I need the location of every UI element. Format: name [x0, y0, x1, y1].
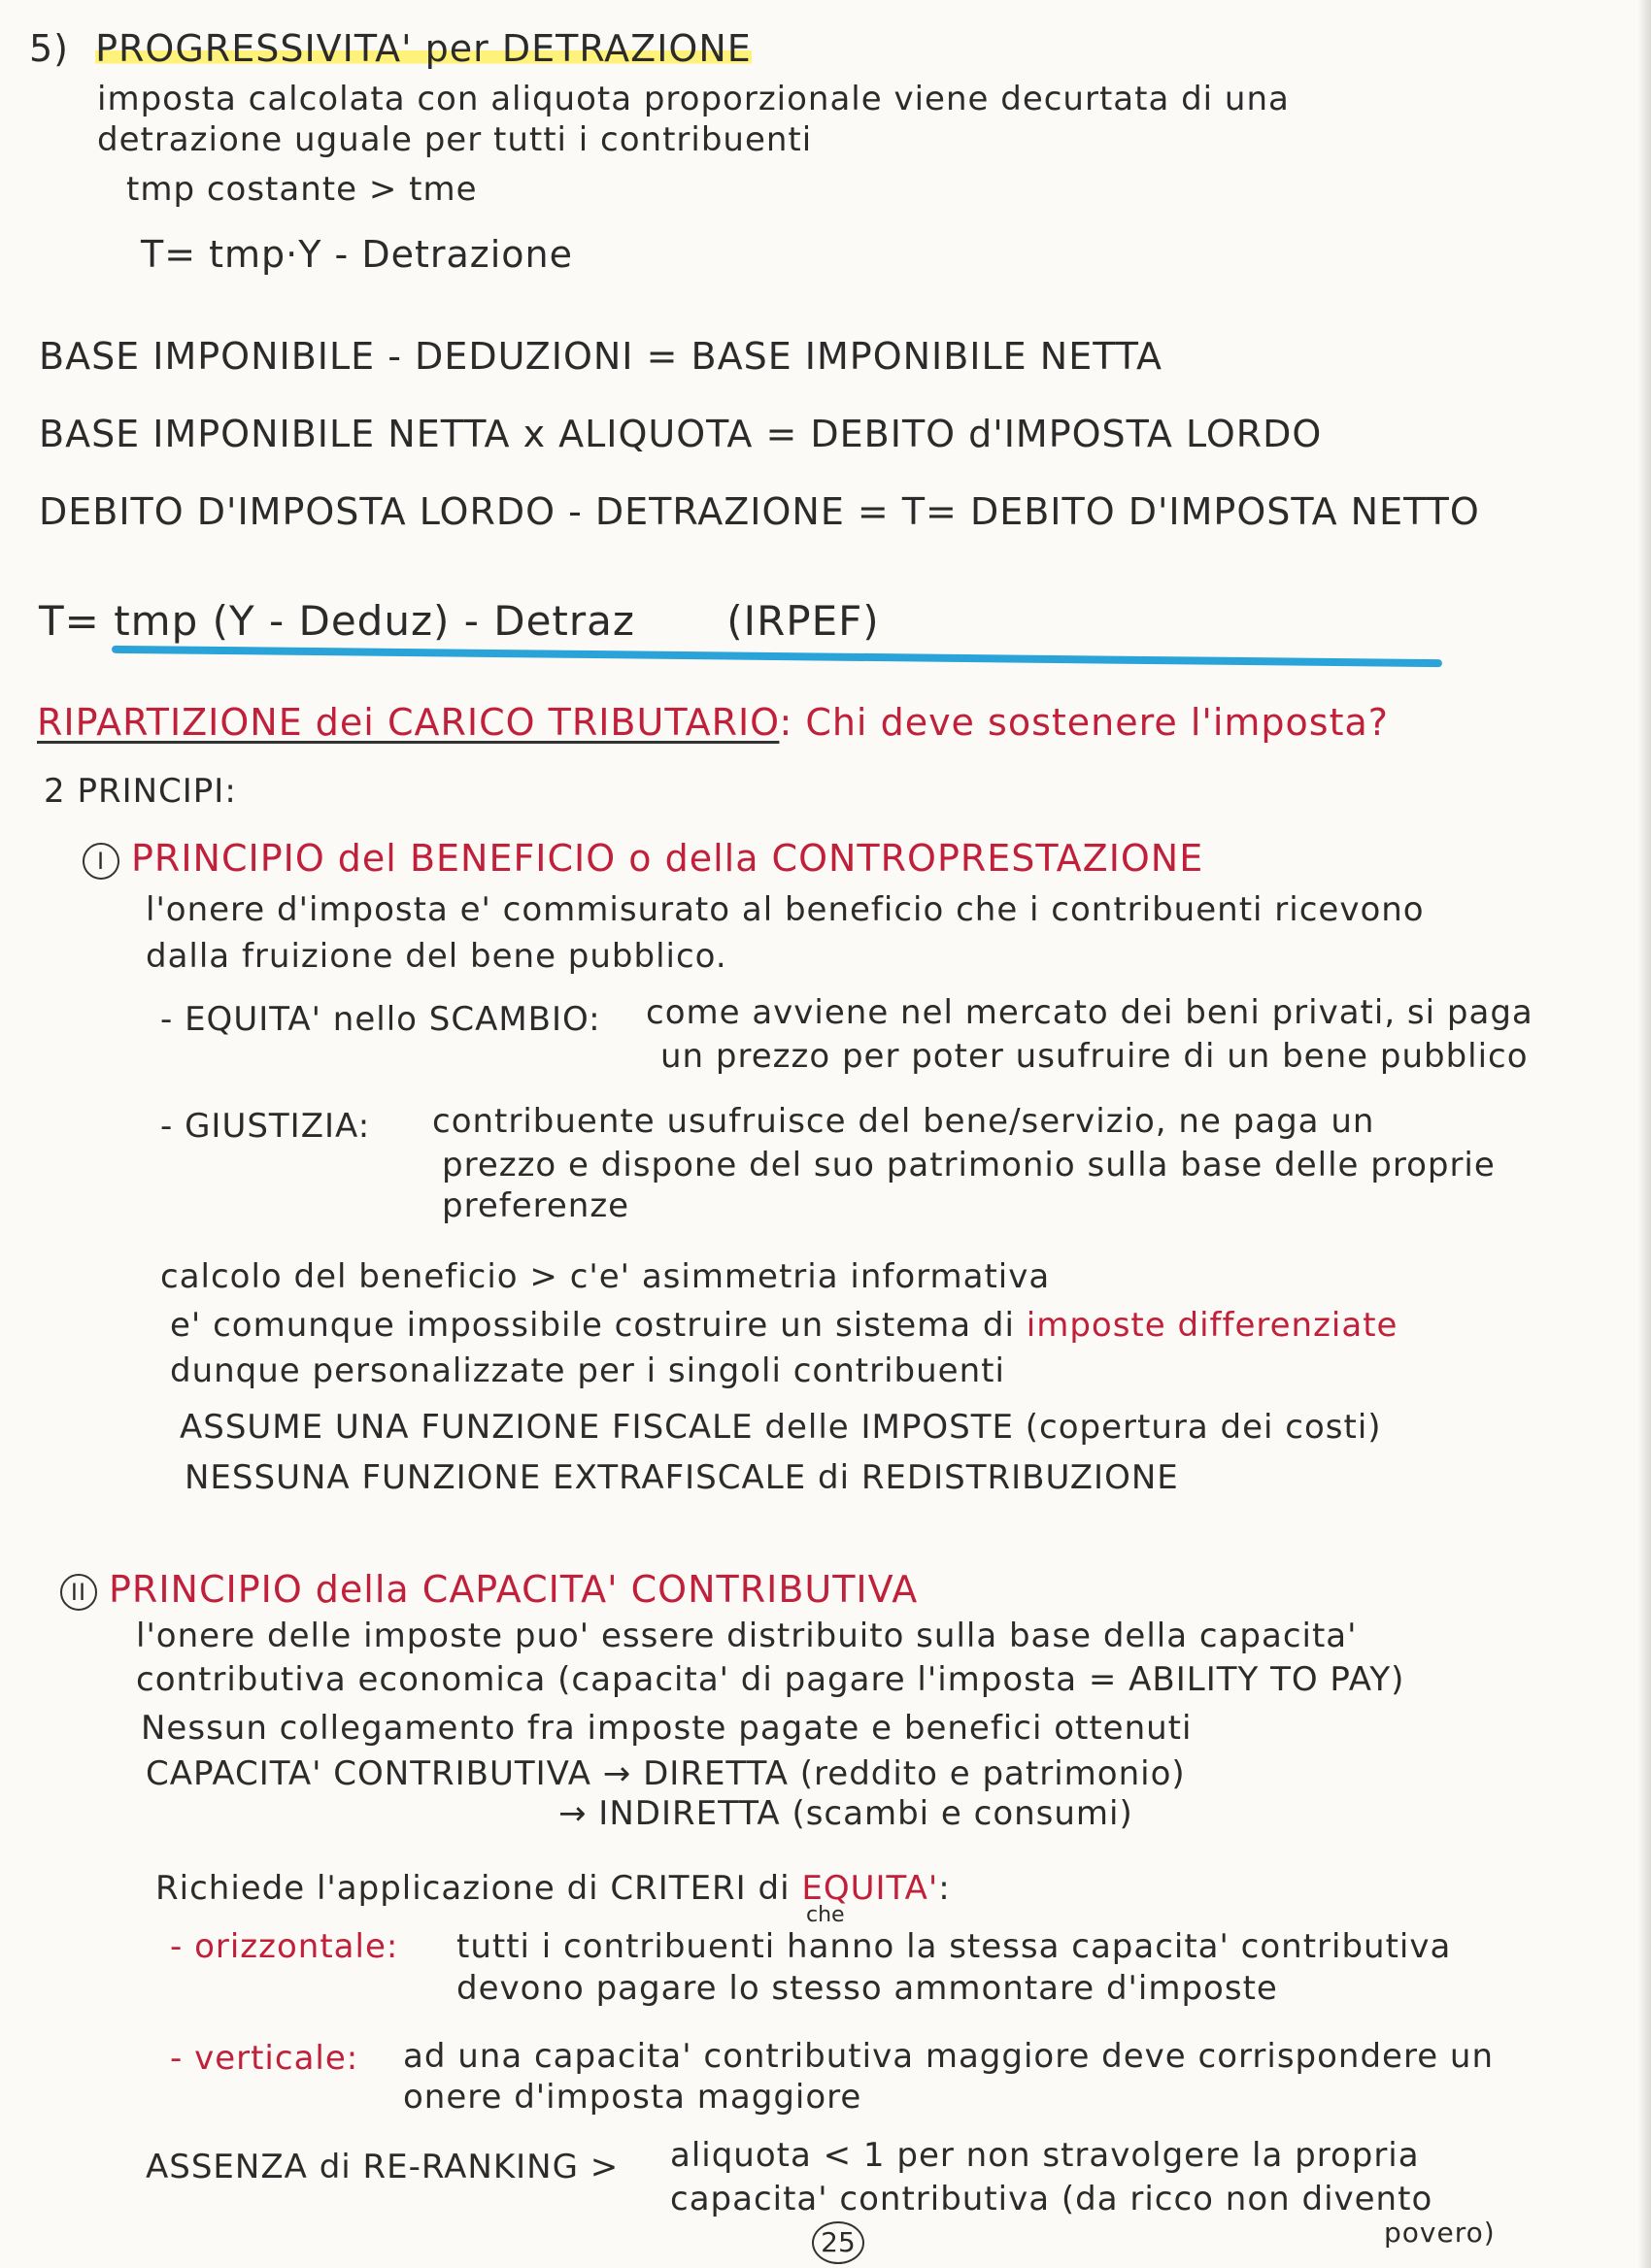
principio1-number: I — [83, 843, 119, 880]
principio1-heading — [83, 837, 1203, 880]
text-line: capacita' contributiva (da ricco non divento — [670, 2180, 1433, 2218]
text-line: dunque personalizzate per i singoli contribuenti — [170, 1351, 1005, 1390]
ripartizione-title: RIPARTIZIONE dei CARICO TRIBUTARIO — [37, 701, 780, 744]
equation-irpef — [39, 597, 880, 645]
formula: T= tmp·Y - Detrazione — [141, 233, 573, 276]
separator-line — [112, 646, 1442, 667]
principio2-number: II — [60, 1574, 97, 1611]
text-line: Nessun collegamento fra imposte pagate e benefici ottenuti — [141, 1709, 1193, 1748]
page-edge-shadow — [1637, 0, 1651, 2268]
text-line: → INDIRETTA (scambi e consumi) — [558, 1794, 1133, 1833]
text-line: calcolo del beneficio > c'e' asimmetria informativa — [160, 1257, 1051, 1296]
text-line: ad una capacita' contributiva maggiore deve corrispondere un — [403, 2037, 1495, 2076]
text-segment: Richiede l'applicazione di CRITERI di — [155, 1869, 802, 1908]
text-segment-red: EQUITA' — [801, 1869, 939, 1908]
text-line: tutti i contribuenti hanno la stessa capacita' contributiva — [456, 1927, 1452, 1966]
equita-scambio-label: - EQUITA' nello SCAMBIO: — [160, 1000, 601, 1039]
assenza-label: ASSENZA di RE-RANKING > — [146, 2148, 620, 2186]
section-number: 5) — [29, 27, 70, 70]
text-line: imposta calcolata con aliquota proporzionale viene decurtata di una — [97, 80, 1290, 118]
text-line: l'onere delle imposte puo' essere distribuito sulla base della capacita' — [136, 1617, 1358, 1655]
principi-count: 2 PRINCIPI: — [44, 772, 237, 811]
principio2-title: PRINCIPIO della CAPACITA' CONTRIBUTIVA — [109, 1568, 919, 1611]
text-segment: e' comunque impossibile costruire un sistema di — [170, 1306, 1027, 1345]
ripartizione-question: : Chi deve sostenere l'imposta? — [779, 701, 1389, 744]
equation: BASE IMPONIBILE NETTA x ALIQUOTA = DEBITO d'IMPOSTA LORDO — [39, 413, 1323, 455]
principio2-heading — [60, 1568, 918, 1611]
equation: DEBITO D'IMPOSTA LORDO - DETRAZIONE = T= DEBITO D'IMPOSTA NETTO — [39, 490, 1480, 533]
equation-note: (IRPEF) — [726, 597, 880, 645]
text-line: ASSUME UNA FUNZIONE FISCALE delle IMPOSTE (copertura dei costi) — [180, 1408, 1382, 1447]
text-line: povero) — [1384, 2217, 1496, 2249]
text-line: NESSUNA FUNZIONE EXTRAFISCALE di REDISTRIBUZIONE — [185, 1458, 1179, 1497]
text-segment: : — [938, 1869, 951, 1908]
text-line: contributiva economica (capacita' di pagare l'imposta = ABILITY TO PAY) — [136, 1660, 1405, 1699]
text-line: come avviene nel mercato dei beni privati, si paga — [646, 993, 1533, 1032]
inserted-word: che — [806, 1903, 845, 1927]
principio1-title: PRINCIPIO del BENEFICIO o della CONTROPRESTAZIONE — [131, 837, 1204, 880]
orizzontale-label — [170, 1927, 398, 1966]
text-line: dalla fruizione del bene pubblico. — [146, 937, 727, 976]
text-line: aliquota < 1 per non stravolgere la propria — [670, 2136, 1420, 2175]
text-line: un prezzo per poter usufruire di un bene pubblico — [660, 1037, 1529, 1076]
text-line: l'onere d'imposta e' commisurato al beneficio che i contribuenti ricevono — [146, 890, 1425, 929]
richiede-line — [155, 1869, 951, 1908]
text-line: preferenze — [442, 1186, 630, 1225]
text-line: prezzo e dispone del suo patrimonio sulla base delle proprie — [442, 1146, 1496, 1184]
label-red: - orizzontale: — [170, 1927, 399, 1966]
text-segment-red: imposte differenziate — [1026, 1306, 1398, 1345]
text-line: onere d'imposta maggiore — [403, 2078, 862, 2117]
section-title — [29, 27, 752, 70]
giustizia-label: - GIUSTIZIA: — [160, 1107, 371, 1146]
label-red: - verticale: — [170, 2039, 359, 2078]
imposte-line — [170, 1306, 1398, 1345]
verticale-label — [170, 2039, 358, 2078]
page-number: 25 — [812, 2221, 864, 2264]
equation: BASE IMPONIBILE - DEDUZIONI = BASE IMPONIBILE NETTA — [39, 335, 1163, 378]
ripartizione-heading — [37, 701, 1389, 744]
equation-text: T= tmp (Y - Deduz) - Detraz — [39, 597, 635, 645]
text-line: contribuente usufruisce del bene/servizio, ne paga un — [432, 1102, 1375, 1141]
section-heading: PROGRESSIVITA' per DETRAZIONE — [95, 27, 752, 70]
text-line: CAPACITA' CONTRIBUTIVA → DIRETTA (reddito e patrimonio) — [146, 1754, 1186, 1793]
text-line: detrazione uguale per tutti i contribuenti — [97, 120, 813, 159]
text-line: tmp costante > tme — [126, 170, 478, 209]
text-line: devono pagare lo stesso ammontare d'imposte — [456, 1969, 1278, 2008]
